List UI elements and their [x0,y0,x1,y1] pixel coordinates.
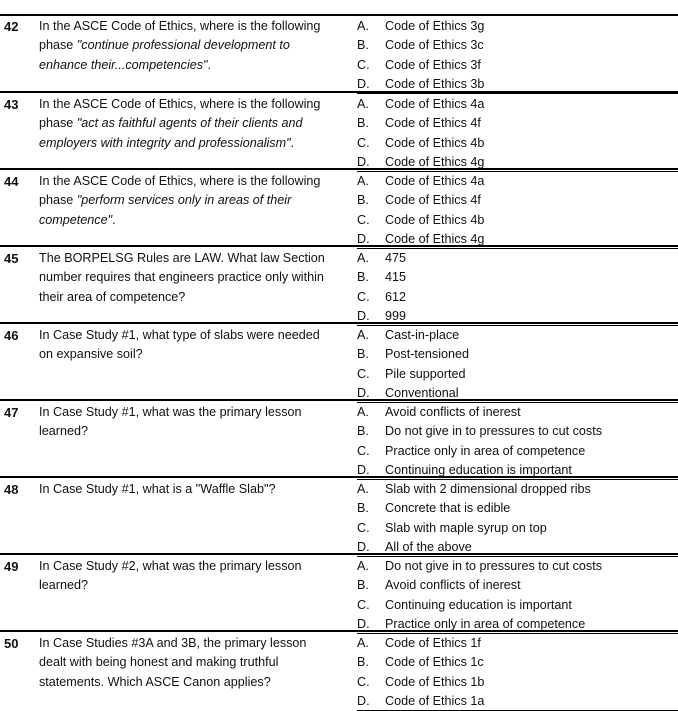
question-text-main: In Case Study #2, what was the primary lesson learned? [39,559,302,593]
option-text: Code of Ethics 3f [385,57,481,72]
question-text-main: In Case Study #1, what type of slabs were needed on expansive soil? [39,328,320,362]
question-number: 45 [4,251,19,266]
option-text: Code of Ethics 4g [385,231,485,246]
answer-option [0,191,678,210]
question-text-end: . [112,212,116,227]
question-number: 42 [4,19,19,34]
option-text: Code of Ethics 4b [385,212,485,227]
answer-option [0,519,678,538]
option-letter: A. [357,19,369,33]
option-text: Do not give in to pressures to cut costs [385,559,602,573]
question-row [0,245,678,326]
answer-option [0,499,678,518]
answer-option [0,596,678,615]
question-text-main: In the ASCE Code of Ethics, where is the following phase [39,97,321,131]
option-letter: B. [357,501,369,516]
question-number: 49 [4,559,19,574]
question-number: 50 [4,636,19,651]
option-letter: A. [357,482,369,496]
option-text: Code of Ethics 1b [385,674,485,689]
option-text: All of the above [385,539,472,554]
option-text: Code of Ethics 1a [385,693,485,708]
option-letter: B. [357,655,369,670]
answer-option [0,95,678,114]
answer-option [0,576,678,595]
question-text-main: In Case Study #1, what is a "Waffle Slab"? [39,482,276,496]
option-letter: C. [357,289,370,304]
answer-option [0,403,678,422]
option-text: Code of Ethics 4a [385,174,485,188]
answer-option [0,268,678,287]
option-text: Post-tensioned [385,347,470,362]
answer-option [0,114,678,133]
option-letter: D. [357,616,370,631]
option-letter: C. [357,135,370,150]
answer-option [0,249,678,268]
option-letter: B. [357,578,369,593]
option-text: Do not give in to pressures to cut costs [385,424,602,439]
question-quote: "continue professional development to enhance their...competencies" [39,38,290,72]
question-row [0,322,678,403]
question-text-main: In the ASCE Code of Ethics, where is the following phase [39,19,321,53]
option-letter: D. [357,76,370,91]
answer-option [0,326,678,345]
question-number: 43 [4,97,19,112]
question-row [0,168,678,249]
question-number: 46 [4,328,19,343]
option-letter: C. [357,674,370,689]
question-quote: "act as faithful agents of their clients and employers with integrity and professionalism" [39,116,303,150]
option-text: Code of Ethics 4b [385,135,485,150]
answer-option [0,365,678,384]
option-text: Code of Ethics 1f [385,636,481,650]
answer-option [0,653,678,672]
option-letter: A. [357,328,369,342]
question-text-main: The BORPELSG Rules are LAW. What law Section number requires that engineers practice only within their area of competence? [39,251,325,304]
option-letter: C. [357,443,370,458]
option-letter: B. [357,193,369,208]
option-letter: D. [357,308,370,323]
answer-option [0,634,678,653]
option-letter: B. [357,116,369,131]
option-text: Avoid conflicts of inerest [385,578,521,593]
question-row [0,399,678,480]
option-letter: C. [357,520,370,535]
question-text-end: . [207,57,212,72]
answer-option [0,134,678,153]
option-letter: D. [357,385,370,400]
option-text: Continuing education is important [385,597,572,612]
option-text: Slab with 2 dimensional dropped ribs [385,482,591,496]
option-letter: D. [357,231,370,246]
option-letter: D. [357,539,370,554]
option-text: 415 [385,270,407,285]
question-text-main: In Case Study #1, what was the primary lesson learned? [39,405,302,439]
question-text-main: In the ASCE Code of Ethics, where is the following phase [39,174,321,208]
question-row [0,91,678,172]
option-text: Conventional [385,385,459,400]
option-letter: D. [357,462,370,477]
option-text: Code of Ethics 4g [385,154,485,169]
option-text: Code of Ethics 4a [385,97,485,111]
option-letter: B. [357,270,369,285]
option-letter: B. [357,424,369,439]
option-text: 475 [385,251,407,265]
answer-option [0,345,678,364]
answer-option [0,36,678,55]
option-text: Cast-in-place [385,328,460,342]
question-quote: "perform services only in areas of their competence" [39,193,292,227]
option-letter: A. [357,405,369,419]
question-row [0,15,678,94]
question-row [0,553,678,634]
question-row [0,630,678,711]
option-text: Code of Ethics 3g [385,19,485,33]
option-letter: C. [357,366,370,381]
option-letter: B. [357,38,369,53]
option-letter: A. [357,636,369,650]
question-text-end: . [290,135,295,150]
answer-option [0,442,678,461]
option-text: 999 [385,308,407,323]
answer-option [0,288,678,307]
question-text-main: In Case Studies #3A and 3B, the primary lesson dealt with being honest and making truthful statements. Which ASCE Canon applies? [39,636,307,689]
answer-option [0,692,678,711]
option-text: Code of Ethics 1c [385,655,484,670]
option-letter: B. [357,347,369,362]
option-letter: D. [357,693,370,708]
option-text: Avoid conflicts of inerest [385,405,521,419]
answer-option [0,480,678,499]
option-text: Slab with maple syrup on top [385,520,547,535]
option-letter: A. [357,97,369,111]
option-letter: A. [357,559,369,573]
answer-option [0,172,678,191]
question-number: 48 [4,482,19,497]
answer-option [0,56,678,75]
option-letter: D. [357,154,370,169]
option-text: Concrete that is edible [385,501,511,516]
answer-option [0,557,678,576]
option-letter: A. [357,251,369,265]
question-number: 44 [4,174,19,189]
option-letter: C. [357,597,370,612]
option-text: Code of Ethics 4f [385,116,481,131]
answer-option [0,422,678,441]
option-letter: A. [357,174,369,188]
option-text: Practice only in area of competence [385,616,586,631]
answer-option [0,17,678,36]
answer-option [0,211,678,230]
question-number: 47 [4,405,19,420]
option-text: Code of Ethics 3c [385,38,484,53]
answer-option [0,673,678,692]
question-row [0,476,678,557]
option-text: Pile supported [385,366,466,381]
option-text: 612 [385,289,407,304]
option-text: Practice only in area of competence [385,443,586,458]
option-text: Code of Ethics 3b [385,76,485,91]
option-letter: C. [357,212,370,227]
option-letter: C. [357,57,370,72]
option-text: Code of Ethics 4f [385,193,481,208]
option-text: Continuing education is important [385,462,572,477]
